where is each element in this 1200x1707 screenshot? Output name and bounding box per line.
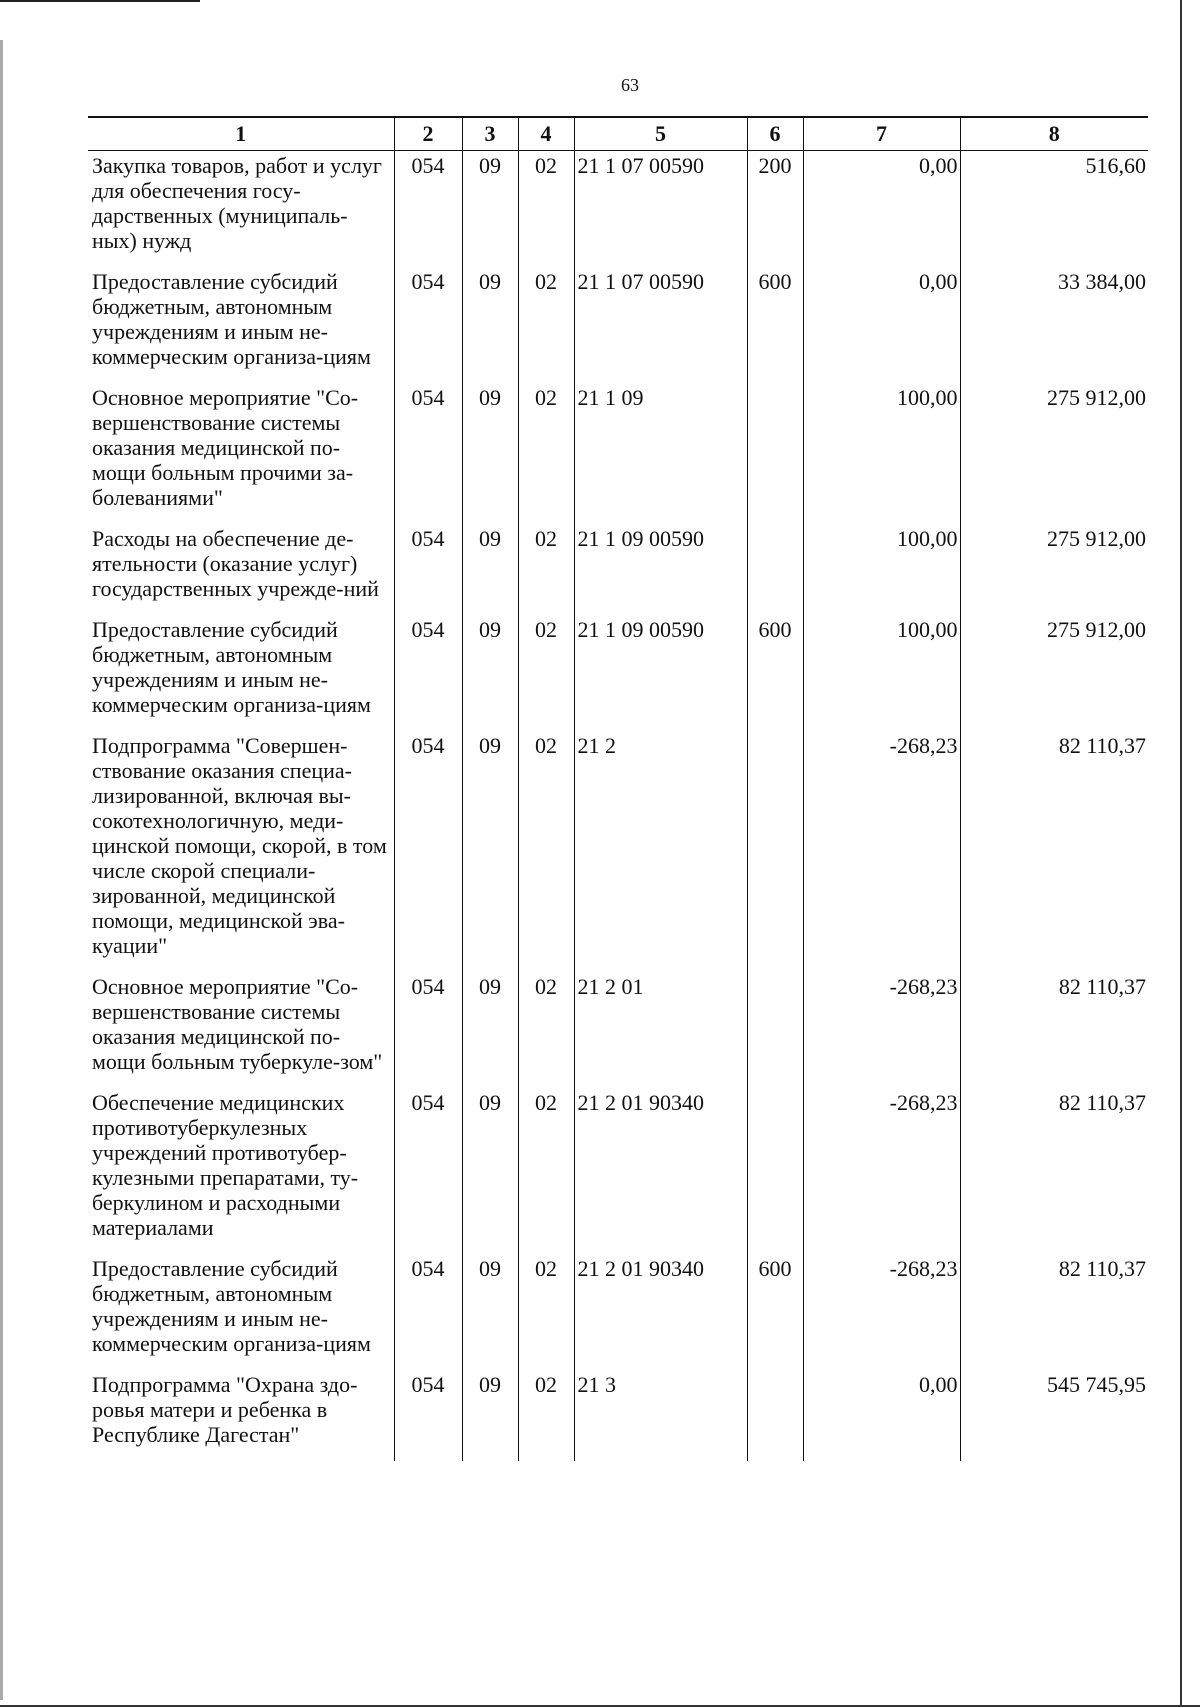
subsection-cell: 02 <box>518 1370 574 1461</box>
table-row <box>88 383 1148 524</box>
column-header-7: 7 <box>803 117 960 151</box>
row-name-cell: Обеспечение медицинских противотуберкулезных учреждений противотубер-кулезными препаратами, ту-беркулином и расходными материалами <box>92 1090 359 1240</box>
admin-code-cell: 054 <box>394 151 462 268</box>
column-header-8: 8 <box>960 117 1148 151</box>
section-cell: 09 <box>462 524 518 615</box>
subsection-cell: 02 <box>518 267 574 383</box>
column-header-3: 3 <box>462 117 518 151</box>
column-header-5: 5 <box>574 117 747 151</box>
amount-change-cell: -268,23 <box>803 1088 960 1254</box>
table-header-row <box>88 117 1148 151</box>
row-name-cell: Расходы на обеспечение де-ятельности (оказание услуг) государственных учрежде-ний <box>92 526 379 601</box>
amount-change-cell: -268,23 <box>803 1254 960 1370</box>
scan-edge-left <box>0 40 3 1700</box>
table-row <box>88 615 1148 731</box>
section-cell: 09 <box>462 615 518 731</box>
admin-code-cell: 054 <box>394 1088 462 1254</box>
amount-change-cell: -268,23 <box>803 972 960 1088</box>
expense-type-cell <box>747 383 803 524</box>
expense-type-cell <box>747 1370 803 1461</box>
target-article-cell: 21 2 01 <box>574 972 747 1088</box>
expense-type-cell: 600 <box>747 615 803 731</box>
admin-code-cell: 054 <box>394 267 462 383</box>
row-name-cell: Закупка товаров, работ и услуг для обеспечения госу-дарственных (муниципаль-ных) нужд <box>92 153 382 253</box>
subsection-cell: 02 <box>518 1088 574 1254</box>
subsection-cell: 02 <box>518 524 574 615</box>
admin-code-cell: 054 <box>394 383 462 524</box>
admin-code-cell: 054 <box>394 1254 462 1370</box>
budget-table <box>88 116 1148 1461</box>
row-name-cell: Предоставление субсидий бюджетным, автономным учреждениям и иным не-коммерческим организа-циям <box>92 617 371 717</box>
amount-change-cell: 0,00 <box>803 151 960 268</box>
amount-change-cell: -268,23 <box>803 731 960 972</box>
admin-code-cell: 054 <box>394 972 462 1088</box>
amount-change-cell: 100,00 <box>803 383 960 524</box>
amount-change-cell: 0,00 <box>803 267 960 383</box>
row-name-cell: Подпрограмма "Охрана здо-ровья матери и ребенка в Республике Дагестан" <box>92 1372 358 1447</box>
amount-total-cell: 82 110,37 <box>960 731 1148 972</box>
subsection-cell: 02 <box>518 1254 574 1370</box>
expense-type-cell <box>747 524 803 615</box>
amount-change-cell: 100,00 <box>803 615 960 731</box>
section-cell: 09 <box>462 972 518 1088</box>
row-name-cell: Предоставление субсидий бюджетным, автономным учреждениям и иным не-коммерческим организа-циям <box>92 1256 371 1356</box>
table-row <box>88 1254 1148 1370</box>
admin-code-cell: 054 <box>394 524 462 615</box>
subsection-cell: 02 <box>518 615 574 731</box>
amount-change-cell: 0,00 <box>803 1370 960 1461</box>
column-header-4: 4 <box>518 117 574 151</box>
admin-code-cell: 054 <box>394 615 462 731</box>
scan-edge-top <box>0 0 200 2</box>
budget-table-container <box>88 116 1148 1461</box>
expense-type-cell: 200 <box>747 151 803 268</box>
subsection-cell: 02 <box>518 383 574 524</box>
subsection-cell: 02 <box>518 731 574 972</box>
expense-type-cell: 600 <box>747 1254 803 1370</box>
scan-edge-right <box>1180 0 1182 1707</box>
row-name-cell: Предоставление субсидий бюджетным, автономным учреждениям и иным не-коммерческим организа-циям <box>92 269 371 369</box>
amount-total-cell: 275 912,00 <box>960 524 1148 615</box>
table-row <box>88 731 1148 972</box>
section-cell: 09 <box>462 1254 518 1370</box>
amount-total-cell: 82 110,37 <box>960 1088 1148 1254</box>
section-cell: 09 <box>462 1088 518 1254</box>
row-name-cell: Основное мероприятие "Со-вершенствование системы оказания медицинской по-мощи больным прочими за-болеваниями" <box>92 385 359 510</box>
amount-total-cell: 82 110,37 <box>960 972 1148 1088</box>
column-header-6: 6 <box>747 117 803 151</box>
target-article-cell: 21 2 01 90340 <box>574 1254 747 1370</box>
target-article-cell: 21 3 <box>574 1370 747 1461</box>
row-name-cell: Подпрограмма "Совершен-ствование оказания специа-лизированной, включая вы-сокотехнологичную, меди-цинской помощи, скорой, в том числе скорой специали-зированной, медицинской помощи, медицинской эва-куации" <box>92 733 387 958</box>
page-number: 63 <box>621 75 639 95</box>
admin-code-cell: 054 <box>394 731 462 972</box>
target-article-cell: 21 1 09 00590 <box>574 524 747 615</box>
target-article-cell: 21 1 09 00590 <box>574 615 747 731</box>
table-row <box>88 267 1148 383</box>
target-article-cell: 21 1 07 00590 <box>574 151 747 268</box>
table-row <box>88 151 1148 268</box>
section-cell: 09 <box>462 1370 518 1461</box>
amount-change-cell: 100,00 <box>803 524 960 615</box>
expense-type-cell <box>747 731 803 972</box>
amount-total-cell: 545 745,95 <box>960 1370 1148 1461</box>
amount-total-cell: 516,60 <box>960 151 1148 268</box>
target-article-cell: 21 2 <box>574 731 747 972</box>
subsection-cell: 02 <box>518 151 574 268</box>
target-article-cell: 21 1 07 00590 <box>574 267 747 383</box>
expense-type-cell <box>747 1088 803 1254</box>
row-name-cell: Основное мероприятие "Со-вершенствование системы оказания медицинской по-мощи больным туберкуле-зом" <box>92 974 383 1074</box>
amount-total-cell: 275 912,00 <box>960 615 1148 731</box>
section-cell: 09 <box>462 151 518 268</box>
expense-type-cell: 600 <box>747 267 803 383</box>
expense-type-cell <box>747 972 803 1088</box>
amount-total-cell: 82 110,37 <box>960 1254 1148 1370</box>
table-row <box>88 524 1148 615</box>
amount-total-cell: 275 912,00 <box>960 383 1148 524</box>
table-body <box>88 151 1148 1462</box>
admin-code-cell: 054 <box>394 1370 462 1461</box>
section-cell: 09 <box>462 731 518 972</box>
table-row <box>88 972 1148 1088</box>
section-cell: 09 <box>462 267 518 383</box>
target-article-cell: 21 2 01 90340 <box>574 1088 747 1254</box>
column-header-2: 2 <box>394 117 462 151</box>
section-cell: 09 <box>462 383 518 524</box>
table-row <box>88 1088 1148 1254</box>
subsection-cell: 02 <box>518 972 574 1088</box>
target-article-cell: 21 1 09 <box>574 383 747 524</box>
column-header-1: 1 <box>88 117 394 151</box>
table-row <box>88 1370 1148 1461</box>
amount-total-cell: 33 384,00 <box>960 267 1148 383</box>
